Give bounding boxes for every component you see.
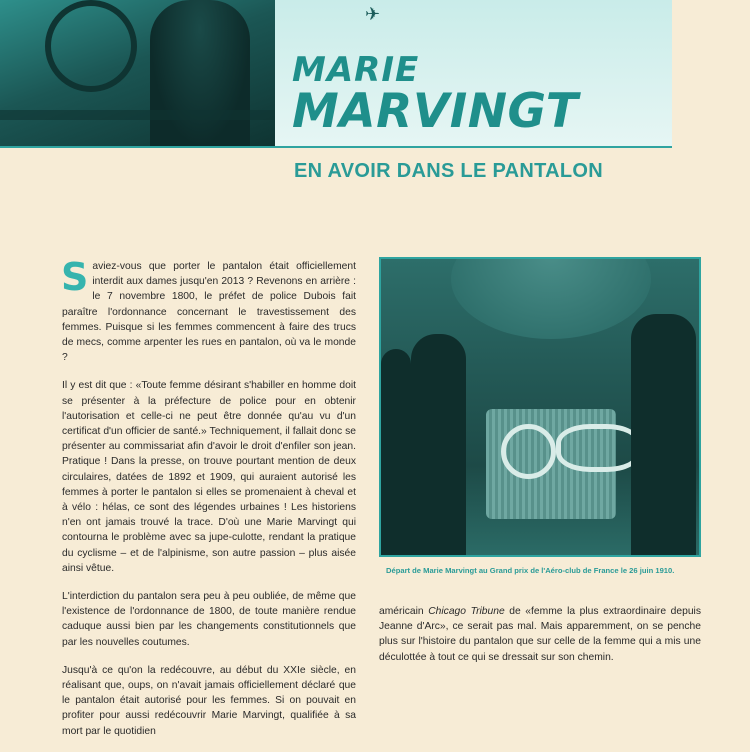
article-column-left [61, 255, 356, 752]
paragraph-5-end: de «femme la plus extraordinaire depuis Jeanne d'Arc», ce serait pas mal. Mais apparemment, on se penche plus sur l'histoire du pantalon que sur celle de la femme qui a mis une déculottée à tout ce qui se dressait sur son chemin. [379, 606, 701, 663]
paragraph-4: Jusqu'à ce qu'on la redécouvre, au début du XXIe siècle, en réalisant que, oups, on n'avait jamais officiellement déclaré que le pantalon était autorisé pour les femmes. Si on pouvait en profiter pour aussi redécouvrir Marie Marvingt, qualifiée à sa mort par le quotidien [62, 664, 356, 737]
header-photo-aviator [0, 0, 275, 146]
person-figure [411, 334, 466, 557]
balloon-shape [451, 257, 651, 339]
drop-cap: S [61, 255, 89, 299]
steering-wheel-shape [45, 0, 137, 92]
photo-caption: Départ de Marie Marvingt au Grand prix de l'Aéro-club de France le 26 juin 1910. [386, 566, 675, 575]
article-subtitle: EN AVOIR DANS LE PANTALON [294, 160, 603, 182]
person-figure [631, 314, 696, 557]
balloon-photo [379, 257, 701, 557]
paragraph-1 [61, 255, 356, 365]
plane-icon: ✈ [365, 4, 381, 24]
newspaper-title: Chicago Tribune [428, 606, 505, 617]
title-first-name: MARIE [292, 50, 420, 90]
article-column-right [379, 604, 701, 665]
photo-bar [0, 110, 275, 120]
header-divider [0, 146, 672, 148]
paragraph-3: L'interdiction du pantalon sera peu à peu oubliée, de même que l'existence de l'ordonnance de 1800, de toute manière rendue caduque aussi bien par les changements constitutionnels que par les nouvelles coutumes. [62, 591, 356, 648]
paragraph-2: Il y est dit que : «Toute femme désirant s'habiller en homme doit se présenter à la préfecture de police pour en obtenir l'autorisation et celle-ci ne peut être donnée qu'au vu d'un certificat d'un officier de santé.» Techniquement, il fallait donc se présenter au commissariat afin d'avoir le droit d'enfiler son jean. Pratique ! Dans la presse, on trouve pourtant mention de deux circulaires, datées de 1892 et 1909, qui auraient autorisé les femmes à porter le pantalon si elles se promenaient à cheval et à vélo : hélas, ce sont des légendes urbaines ! Les historiens n'en ont jamais trouvé la trace. D'où une Marie Marvingt qui contourna le problème avec sa jupe-culotte, rendant la pratique du cyclisme – et de l'alpinisme, son autre passion – plus aisée ainsi vêtue. [62, 380, 356, 574]
rope-coil-right [556, 424, 641, 472]
title-last-name: MARVINGT [292, 84, 579, 139]
person-figure [381, 349, 411, 557]
aviator-figure [150, 0, 250, 146]
paragraph-5 [379, 604, 701, 665]
paragraph-5-start: américain [379, 606, 429, 617]
paragraph-1-text: aviez-vous que porter le pantalon était officiellement interdit aux dames jusqu'en 2013 ? Revenons en arrière : le 7 novembre 1800, le préfet de police Dubois fait paraître l'ordonnance concernant le travestissement des femmes. Puisque si les femmes commencent à faire des trucs de mecs, comme arpenter les rues en pantalon, où va le monde ? [62, 261, 356, 364]
rope-coil-left [501, 424, 556, 479]
